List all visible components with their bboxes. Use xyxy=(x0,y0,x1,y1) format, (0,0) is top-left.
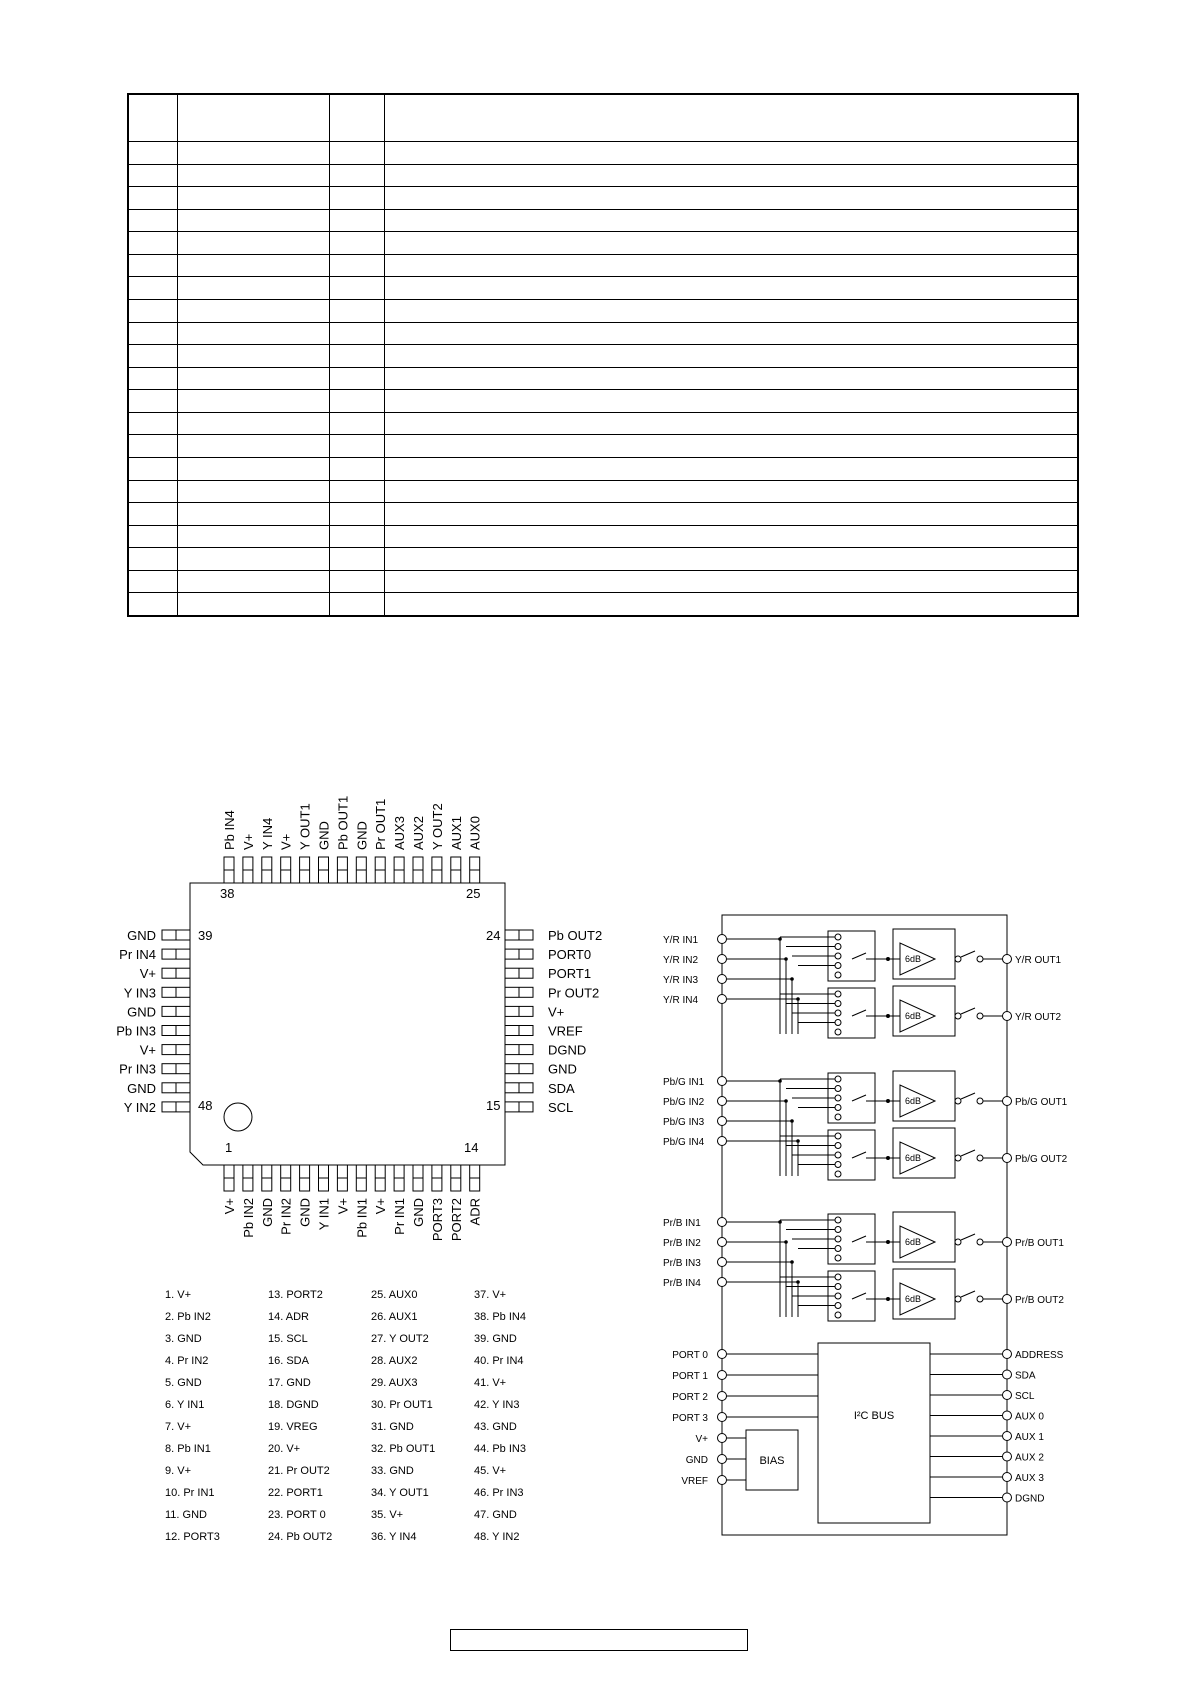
pin-list-item: 20. V+ xyxy=(268,1443,301,1455)
pin-list-item: 48. Y IN2 xyxy=(474,1531,520,1543)
junction-dot xyxy=(790,977,794,981)
junction-dot xyxy=(778,1220,782,1224)
output-label: Y/R OUT1 xyxy=(1015,955,1062,966)
left-port-label: VREF xyxy=(681,1476,708,1487)
output-terminal xyxy=(1003,1295,1012,1304)
pin-list-item: 46. Pr IN3 xyxy=(474,1487,524,1499)
channel-group xyxy=(663,929,1062,1038)
left-port-label: GND xyxy=(685,1455,708,1466)
port-terminal xyxy=(718,1455,727,1464)
switch-contact xyxy=(955,1155,961,1161)
pin-label-right: Pr OUT2 xyxy=(548,985,600,1001)
switch-contact xyxy=(835,1293,841,1299)
switch-contact xyxy=(835,1284,841,1290)
gain-label: 6dB xyxy=(905,1294,922,1304)
pin-label-bottom: Pb IN2 xyxy=(240,1198,256,1238)
pin-label-left: V+ xyxy=(139,966,156,982)
pin-list-item: 4. Pr IN2 xyxy=(165,1355,209,1367)
pin-list-item: 28. AUX2 xyxy=(371,1355,418,1367)
corner-number: 15 xyxy=(486,1098,501,1113)
switch-contact xyxy=(977,956,983,962)
switch-wiper xyxy=(852,1010,866,1016)
pin-label-top: AUX1 xyxy=(448,816,464,850)
input-terminal xyxy=(718,975,727,984)
pin-label-top: V+ xyxy=(278,833,294,850)
pin-list-item: 13. PORT2 xyxy=(268,1289,323,1301)
pin-label-top: V+ xyxy=(240,833,256,850)
left-port-label: PORT 3 xyxy=(672,1413,708,1424)
right-port-label: DGND xyxy=(1015,1493,1045,1505)
junction-dot xyxy=(796,1280,800,1284)
port-terminal xyxy=(718,1413,727,1422)
pin-label-bottom: Pr IN2 xyxy=(278,1198,294,1235)
pin-list-item: 5. GND xyxy=(165,1377,202,1389)
left-port-label: PORT 2 xyxy=(672,1392,708,1403)
output-label: Pr/B OUT2 xyxy=(1015,1295,1064,1306)
switch-contact xyxy=(835,1274,841,1280)
switch-contact xyxy=(835,1246,841,1252)
pin-label-bottom: GND xyxy=(297,1198,313,1227)
switch-contact xyxy=(835,1105,841,1111)
pin-label-left: Y IN3 xyxy=(123,985,156,1001)
junction-dot xyxy=(778,1079,782,1083)
input-terminal xyxy=(718,1137,727,1146)
junction-dot xyxy=(796,1139,800,1143)
pin-list-item: 33. GND xyxy=(371,1465,414,1477)
pin-list-item: 16. SDA xyxy=(268,1355,309,1367)
junction-dot xyxy=(784,1099,788,1103)
i2c-bus-label: I²C BUS xyxy=(853,1410,895,1422)
junction-dot xyxy=(790,1260,794,1264)
right-port-label: AUX 3 xyxy=(1015,1473,1044,1484)
pin-list-item: 40. Pr IN4 xyxy=(474,1355,524,1367)
input-label: Y/R IN4 xyxy=(663,995,699,1006)
switch-contact xyxy=(835,1255,841,1261)
pin-list-item: 21. Pr OUT2 xyxy=(268,1465,330,1477)
pin-label-top: GND xyxy=(354,821,370,850)
pin-label-top: GND xyxy=(316,821,332,850)
i2c-bus-block xyxy=(818,1343,930,1523)
pin-list-item: 17. GND xyxy=(268,1377,311,1389)
junction-dot xyxy=(886,1156,890,1160)
pin-label-bottom: V+ xyxy=(373,1198,389,1215)
output-label: Pb/G OUT2 xyxy=(1015,1154,1068,1165)
gain-label: 6dB xyxy=(905,1237,922,1247)
input-terminal xyxy=(718,1278,727,1287)
corner-number: 38 xyxy=(220,886,235,901)
switch-contact xyxy=(835,1010,841,1016)
input-label: Pb/G IN3 xyxy=(663,1117,705,1128)
output-terminal xyxy=(1003,1238,1012,1247)
pin-label-left: Pr IN4 xyxy=(119,947,156,963)
switch-contact xyxy=(977,1239,983,1245)
switch-contact xyxy=(835,1312,841,1318)
pin-list-item: 41. V+ xyxy=(474,1377,507,1389)
switch-contact xyxy=(835,1020,841,1026)
pin-label-bottom: Pr IN1 xyxy=(392,1198,408,1235)
switch-contact xyxy=(835,1303,841,1309)
pin-label-right: Pb OUT2 xyxy=(548,928,603,943)
switch-contact xyxy=(835,1143,841,1149)
port-terminal xyxy=(718,1371,727,1380)
output-terminal xyxy=(1003,1097,1012,1106)
pin-label-left: GND xyxy=(127,1004,156,1020)
input-terminal xyxy=(718,1097,727,1106)
pin-label-bottom: PORT3 xyxy=(429,1198,445,1242)
left-port-label: PORT 0 xyxy=(672,1350,708,1361)
corner-number: 25 xyxy=(466,886,481,901)
port-terminal xyxy=(1003,1452,1012,1461)
switch-wiper xyxy=(852,1095,866,1101)
pin-list-item: 45. V+ xyxy=(474,1465,507,1477)
switch-contact xyxy=(835,1217,841,1223)
pin-label-left: Y IN2 xyxy=(123,1099,156,1115)
pin-list-item: 42. Y IN3 xyxy=(474,1399,520,1411)
pin-label-right: GND xyxy=(548,1061,577,1077)
port-terminal xyxy=(1003,1432,1012,1441)
switch-contact xyxy=(835,1001,841,1007)
switch-contact xyxy=(835,1114,841,1120)
pin-list-item: 12. PORT3 xyxy=(165,1531,220,1543)
pin-list-item: 32. Pb OUT1 xyxy=(371,1443,436,1455)
switch-contact xyxy=(955,1296,961,1302)
input-terminal xyxy=(718,955,727,964)
pin-label-right: SCL xyxy=(548,1099,574,1115)
input-label: Pr/B IN3 xyxy=(663,1258,701,1269)
switch-wiper xyxy=(961,1291,975,1297)
pin-label-left: GND xyxy=(127,1080,156,1096)
switch-contact xyxy=(955,1013,961,1019)
switch-contact xyxy=(835,1171,841,1177)
input-terminal xyxy=(718,995,727,1004)
pin-list-item: 31. GND xyxy=(371,1421,414,1433)
switch-contact xyxy=(835,1095,841,1101)
pin-list-item: 44. Pb IN3 xyxy=(474,1443,526,1455)
pin-label-top: Y OUT2 xyxy=(429,803,445,850)
switch-contact xyxy=(835,953,841,959)
junction-dot xyxy=(886,1297,890,1301)
junction-dot xyxy=(796,997,800,1001)
pin-label-right: PORT1 xyxy=(548,966,592,982)
port-terminal xyxy=(1003,1350,1012,1359)
switch-contact xyxy=(977,1098,983,1104)
output-label: Pb/G OUT1 xyxy=(1015,1097,1068,1108)
pin-list-item: 29. AUX3 xyxy=(371,1377,418,1389)
output-label: Pr/B OUT1 xyxy=(1015,1238,1064,1249)
corner-number: 24 xyxy=(486,928,501,943)
pin-label-top: Pb OUT1 xyxy=(335,795,351,850)
pin-list-item: 2. Pb IN2 xyxy=(165,1311,211,1323)
pin-list-item: 47. GND xyxy=(474,1509,517,1521)
pin-label-bottom: V+ xyxy=(335,1198,351,1215)
pin-label-left: Pb IN3 xyxy=(116,1023,156,1039)
pin-list-item: 43. GND xyxy=(474,1421,517,1433)
pin-list-item: 36. Y IN4 xyxy=(371,1531,417,1543)
port-terminal xyxy=(718,1392,727,1401)
pin-list-item: 37. V+ xyxy=(474,1289,507,1301)
switch-contact xyxy=(835,972,841,978)
gain-label: 6dB xyxy=(905,1011,922,1021)
pin-list-item: 9. V+ xyxy=(165,1465,191,1477)
switch-contact xyxy=(977,1013,983,1019)
pin-list-item: 14. ADR xyxy=(268,1311,309,1323)
port-terminal xyxy=(1003,1411,1012,1420)
switch-wiper xyxy=(852,1236,866,1242)
pin-list-item: 30. Pr OUT1 xyxy=(371,1399,433,1411)
input-terminal xyxy=(718,1117,727,1126)
switch-wiper xyxy=(961,1093,975,1099)
pin-label-bottom: GND xyxy=(259,1198,275,1227)
pin-list-item: 22. PORT1 xyxy=(268,1487,323,1499)
port-terminal xyxy=(718,1434,727,1443)
switch-contact xyxy=(977,1296,983,1302)
junction-dot xyxy=(784,957,788,961)
pin-list-item: 10. Pr IN1 xyxy=(165,1487,215,1499)
switch-contact xyxy=(835,934,841,940)
pin-label-left: Pr IN3 xyxy=(119,1061,156,1077)
port-terminal xyxy=(1003,1473,1012,1482)
input-label: Y/R IN3 xyxy=(663,975,699,986)
pin-label-bottom: ADR xyxy=(467,1198,483,1226)
input-terminal xyxy=(718,1077,727,1086)
output-terminal xyxy=(1003,1154,1012,1163)
switch-wiper xyxy=(852,1293,866,1299)
right-port-label: SCL xyxy=(1015,1391,1035,1402)
gain-label: 6dB xyxy=(905,954,922,964)
switch-contact xyxy=(835,1236,841,1242)
pin-list-item: 39. GND xyxy=(474,1333,517,1345)
right-port-label: AUX 2 xyxy=(1015,1452,1044,1464)
switch-contact xyxy=(955,956,961,962)
junction-dot xyxy=(790,1119,794,1123)
right-port-label: AUX 0 xyxy=(1015,1411,1044,1423)
left-port-label: V+ xyxy=(695,1434,708,1445)
switch-contact xyxy=(835,1227,841,1233)
right-port-label: SDA xyxy=(1015,1370,1036,1382)
switch-contact xyxy=(835,963,841,969)
corner-number: 14 xyxy=(464,1140,479,1155)
pin-label-top: AUX2 xyxy=(411,816,426,850)
junction-dot xyxy=(886,957,890,961)
junction-dot xyxy=(784,1240,788,1244)
input-label: Y/R IN1 xyxy=(663,935,699,946)
switch-wiper xyxy=(852,1152,866,1158)
port-terminal xyxy=(1003,1493,1012,1502)
bias-label: BIAS xyxy=(759,1455,785,1467)
switch-contact xyxy=(955,1098,961,1104)
corner-number: 48 xyxy=(198,1098,213,1113)
port-terminal xyxy=(718,1476,727,1485)
pin-label-right: V+ xyxy=(548,1004,565,1020)
pin-list-item: 3. GND xyxy=(165,1333,202,1345)
gain-label: 6dB xyxy=(905,1153,922,1163)
pin-label-bottom: PORT2 xyxy=(448,1198,464,1242)
input-label: Pb/G IN4 xyxy=(663,1137,705,1148)
pin-list-item: 8. Pb IN1 xyxy=(165,1443,211,1455)
pin-list-item: 1. V+ xyxy=(165,1289,191,1301)
switch-contact xyxy=(835,944,841,950)
corner-number: 39 xyxy=(198,928,213,943)
pin-label-left: V+ xyxy=(139,1042,156,1058)
switch-contact xyxy=(835,991,841,997)
port-terminal xyxy=(718,1350,727,1359)
port-terminal xyxy=(1003,1391,1012,1400)
pin-list-item: 24. Pb OUT2 xyxy=(268,1531,333,1543)
switch-contact xyxy=(977,1155,983,1161)
switch-contact xyxy=(835,1162,841,1168)
pin-list-item: 23. PORT 0 xyxy=(268,1509,326,1521)
left-port-label: PORT 1 xyxy=(672,1371,708,1382)
right-port-label: AUX 1 xyxy=(1015,1432,1044,1443)
input-label: Pb/G IN1 xyxy=(663,1077,705,1088)
block-diagram-frame xyxy=(722,915,1007,1535)
pin-label-top: Pb IN4 xyxy=(222,810,237,850)
pin-label-top: Y IN4 xyxy=(259,817,275,850)
input-terminal xyxy=(718,1218,727,1227)
input-label: Pr/B IN4 xyxy=(663,1278,701,1289)
switch-wiper xyxy=(961,1008,975,1014)
junction-dot xyxy=(886,1099,890,1103)
pin-label-right: VREF xyxy=(548,1023,583,1039)
pin-list-item: 35. V+ xyxy=(371,1509,404,1521)
pin-label-bottom: V+ xyxy=(222,1198,237,1215)
switch-contact xyxy=(835,1076,841,1082)
pin-label-top: AUX3 xyxy=(392,816,408,850)
corner-number: 1 xyxy=(225,1140,233,1155)
pin-list-item: 18. DGND xyxy=(268,1399,319,1411)
input-terminal xyxy=(718,935,727,944)
pin-label-top: Pr OUT1 xyxy=(373,798,389,850)
pin-label-right: DGND xyxy=(548,1042,587,1058)
pin-label-left: GND xyxy=(127,928,156,943)
switch-contact xyxy=(835,1029,841,1035)
pin-list-item: 15. SCL xyxy=(268,1333,308,1345)
input-label: Pr/B IN1 xyxy=(663,1218,701,1229)
input-label: Pb/G IN2 xyxy=(663,1097,705,1108)
pin-list-item: 26. AUX1 xyxy=(371,1311,418,1323)
junction-dot xyxy=(886,1014,890,1018)
switch-contact xyxy=(835,1152,841,1158)
pin-list-item: 11. GND xyxy=(165,1509,207,1521)
junction-dot xyxy=(886,1240,890,1244)
switch-wiper xyxy=(961,1234,975,1240)
pin-label-bottom: Y IN1 xyxy=(316,1198,332,1231)
switch-wiper xyxy=(852,953,866,959)
switch-wiper xyxy=(961,951,975,957)
pin-label-bottom: Pb IN1 xyxy=(354,1198,370,1238)
pin-list-item: 34. Y OUT1 xyxy=(371,1487,429,1499)
pin-label-right: PORT0 xyxy=(548,947,592,963)
port-terminal xyxy=(1003,1370,1012,1379)
pin-list-item: 6. Y IN1 xyxy=(165,1399,205,1411)
pin-label-bottom: GND xyxy=(411,1198,426,1227)
junction-dot xyxy=(778,937,782,941)
pin-list-item: 27. Y OUT2 xyxy=(371,1333,429,1345)
switch-wiper xyxy=(961,1150,975,1156)
footer-page-box xyxy=(450,1629,748,1651)
switch-contact xyxy=(835,1086,841,1092)
input-label: Pr/B IN2 xyxy=(663,1238,701,1249)
switch-contact xyxy=(835,1133,841,1139)
pin-label-right: SDA xyxy=(548,1080,575,1096)
input-label: Y/R IN2 xyxy=(663,955,699,966)
channel-group xyxy=(663,1212,1064,1321)
right-port-label: ADDRESS xyxy=(1015,1350,1064,1361)
pin-list-item: 7. V+ xyxy=(165,1421,191,1433)
gain-label: 6dB xyxy=(905,1096,922,1106)
pin-list-item: 19. VREG xyxy=(268,1421,318,1433)
pin-label-top: AUX0 xyxy=(467,816,483,850)
input-terminal xyxy=(718,1238,727,1247)
input-terminal xyxy=(718,1258,727,1267)
pin-list-item: 38. Pb IN4 xyxy=(474,1311,526,1323)
pin-list-item: 25. AUX0 xyxy=(371,1289,418,1301)
output-terminal xyxy=(1003,955,1012,964)
pin-label-top: Y OUT1 xyxy=(297,803,313,850)
output-label: Y/R OUT2 xyxy=(1015,1012,1062,1023)
switch-contact xyxy=(955,1239,961,1245)
output-terminal xyxy=(1003,1012,1012,1021)
